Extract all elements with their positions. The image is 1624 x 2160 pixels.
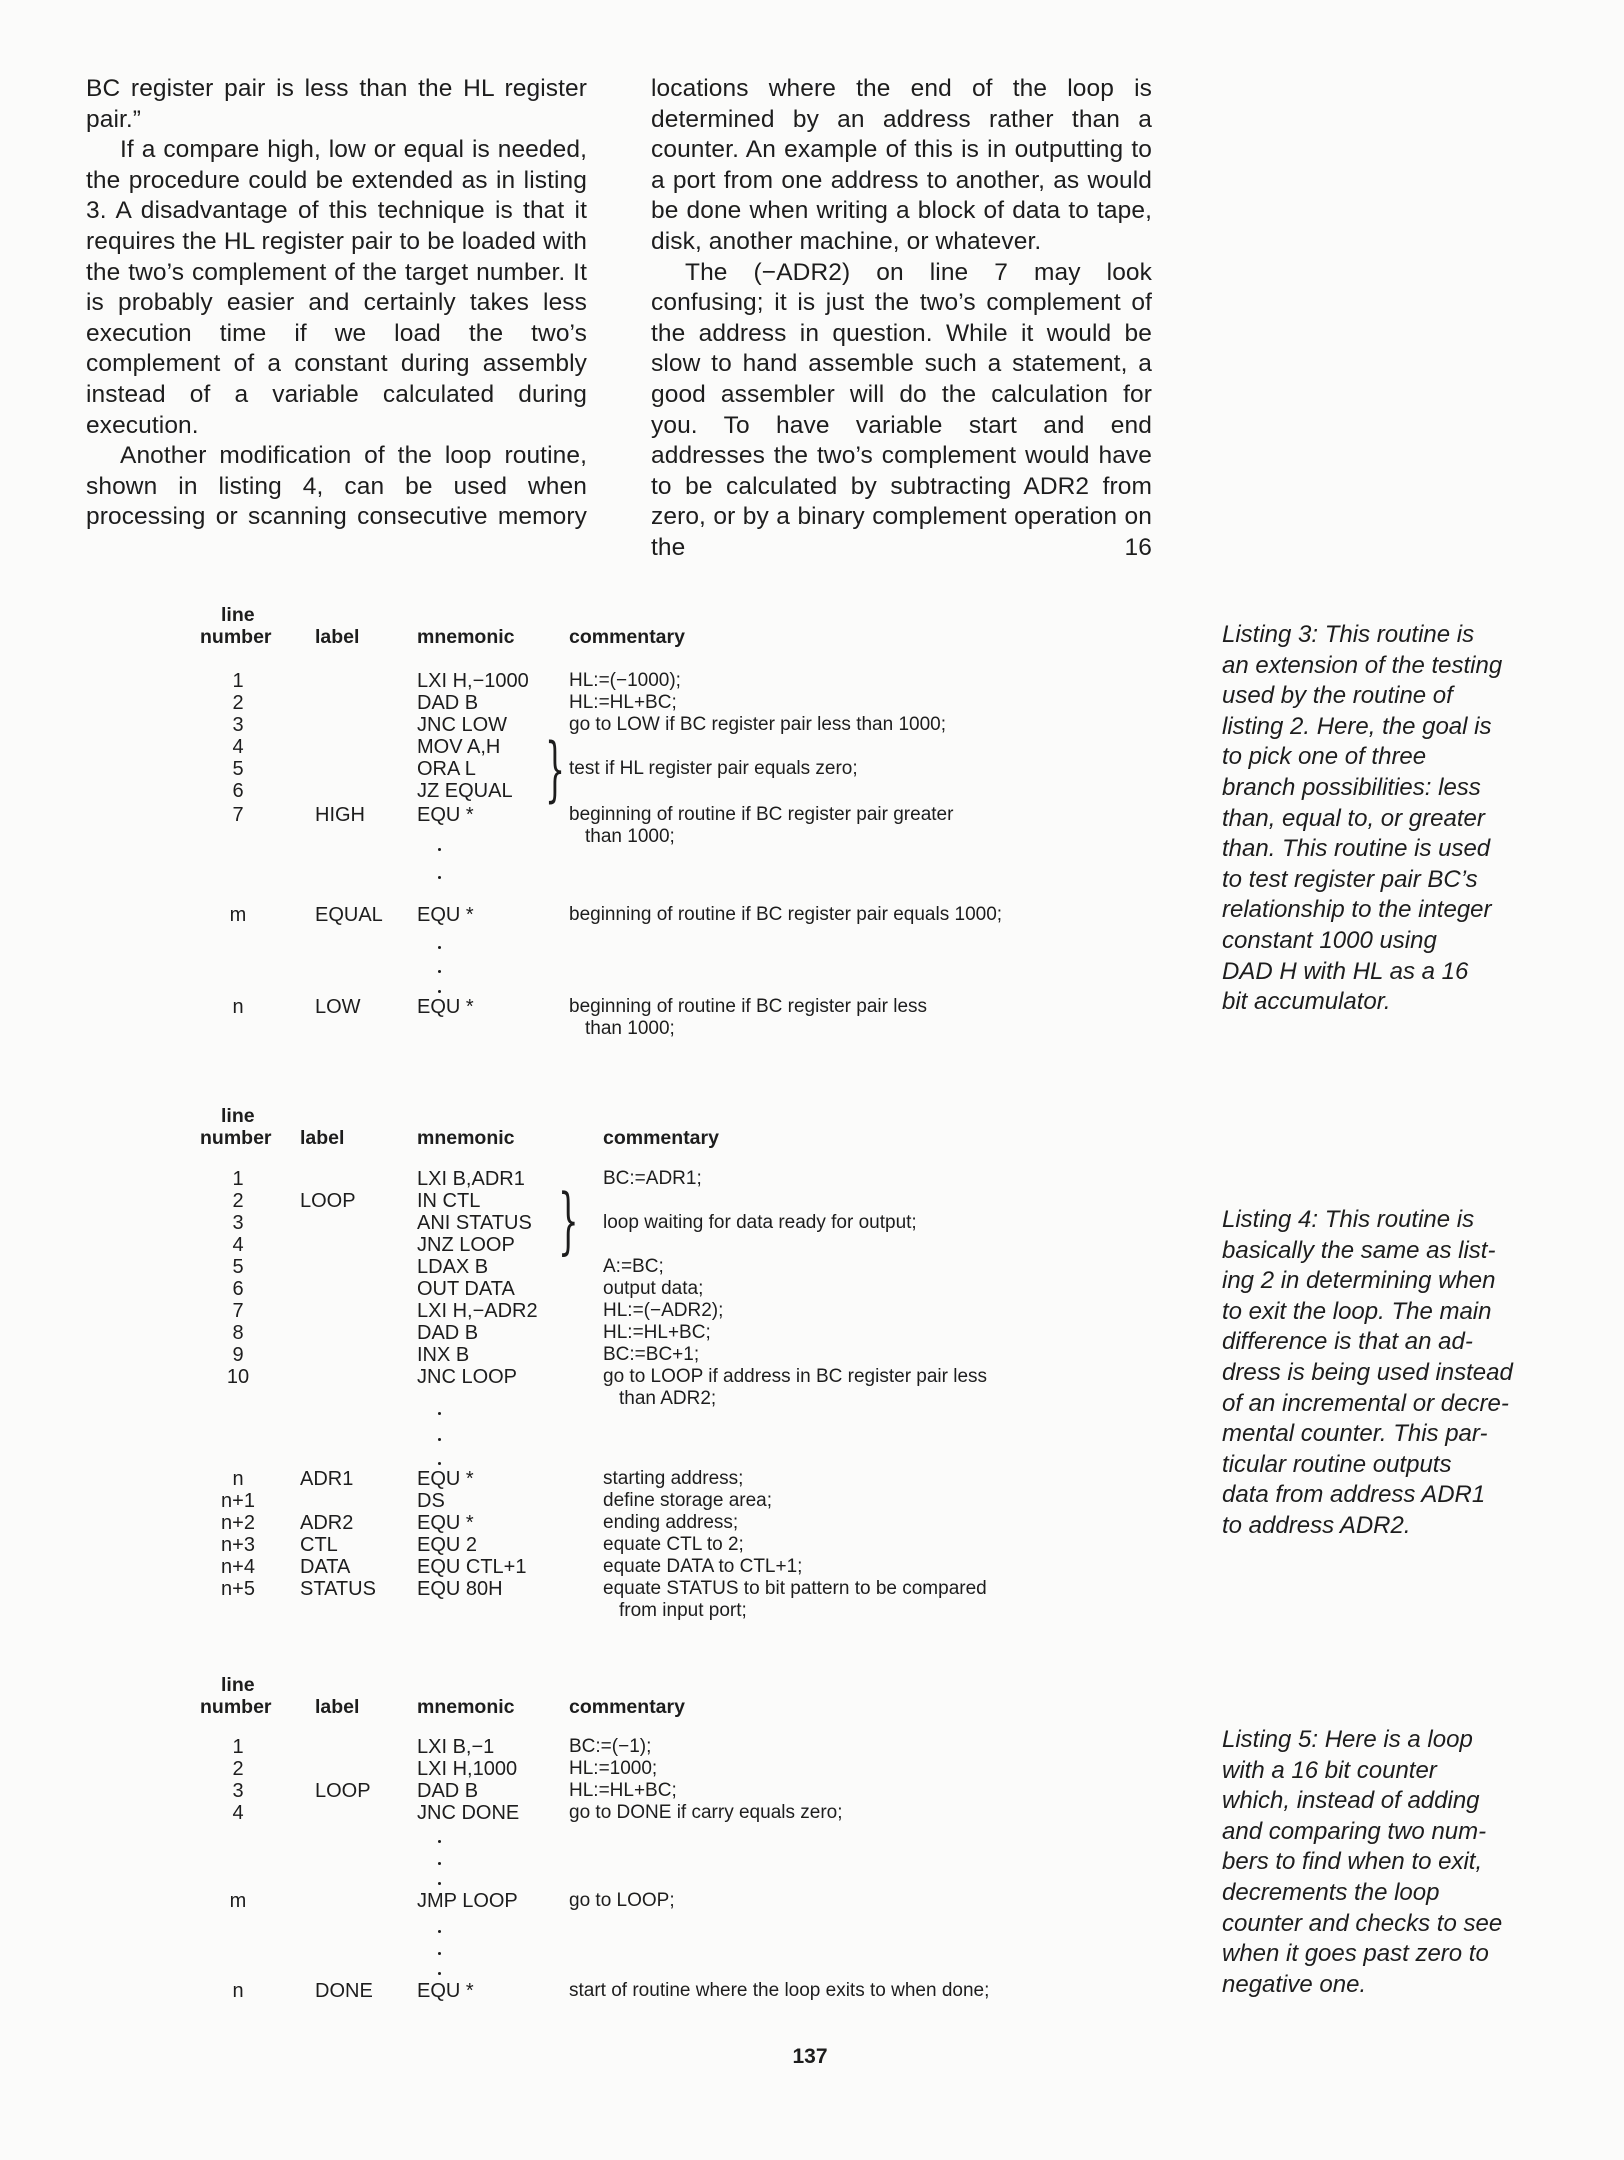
- commentary-cell: HL:=(−1000);: [569, 670, 681, 691]
- caption-line: an extension of the testing: [1222, 651, 1503, 679]
- commentary-cell-continued: than 1000;: [585, 1018, 675, 1039]
- caption-line: Listing 5: Here is a loop: [1222, 1726, 1473, 1753]
- brace-mark: }: [558, 1178, 579, 1262]
- line-number: 4: [232, 1802, 244, 1824]
- line-number: n+4: [221, 1556, 255, 1578]
- header-commentary: commentary: [569, 1696, 685, 1718]
- line-number: 2: [232, 692, 244, 714]
- ellipsis-dot: [438, 848, 441, 851]
- ellipsis-dot: [438, 1972, 441, 1975]
- commentary-cell: beginning of routine if BC register pair less: [569, 996, 928, 1017]
- mnemonic-cell: EQU *: [417, 1980, 474, 2002]
- line-number: 9: [232, 1344, 244, 1366]
- paragraph: Another modification of the loop routine, shown in listing 4, can be used when processing or scanning consecutive memory: [86, 442, 587, 531]
- ellipsis-dot: [438, 876, 441, 879]
- label-cell: DATA: [300, 1556, 351, 1578]
- header-mnemonic: mnemonic: [417, 1696, 515, 1718]
- caption-line: to address ADR2.: [1222, 1511, 1411, 1539]
- line-number: 3: [232, 714, 244, 736]
- mnemonic-cell: JNC DONE: [417, 1802, 520, 1824]
- listing4-caption: [1222, 1205, 1524, 1542]
- mnemonic-cell: EQU *: [417, 996, 474, 1018]
- body-column-left: [86, 74, 587, 533]
- label-cell: HIGH: [315, 804, 365, 826]
- header-label: label: [300, 1127, 345, 1149]
- line-number: 7: [232, 804, 244, 826]
- caption-line: to pick one of three: [1222, 743, 1427, 771]
- label-cell: ADR1: [300, 1468, 354, 1490]
- mnemonic-cell: LXI B,−1: [417, 1736, 495, 1758]
- paragraph: If a compare high, low or equal is needed, the procedure could be extended as in listing 3. A disadvantage of this technique is that it requires the HL register pair to be loaded with the two’s complement of the target number. It is probably easier and certainly takes less execution time if we load the two’s complement of a constant during assembly instead of a variable calculated during execution.: [86, 136, 587, 439]
- label-cell: ADR2: [300, 1512, 354, 1534]
- mnemonic-cell: EQU *: [417, 1512, 474, 1534]
- line-number: 6: [232, 780, 244, 802]
- ellipsis-dot: [438, 1952, 441, 1955]
- body-column-right: [651, 74, 1152, 564]
- commentary-cell: go to LOOP if address in BC register pair less: [603, 1366, 988, 1387]
- caption-line: basically the same as list-: [1222, 1236, 1496, 1264]
- caption-line: ing 2 in determining when: [1222, 1267, 1496, 1295]
- mnemonic-cell: DAD B: [417, 1322, 479, 1344]
- line-number: 10: [226, 1366, 250, 1388]
- commentary-cell: output data;: [603, 1278, 704, 1299]
- caption-line: used by the routine of: [1222, 682, 1453, 710]
- mnemonic-cell: ANI STATUS: [417, 1212, 532, 1234]
- commentary-cell: go to DONE if carry equals zero;: [569, 1802, 843, 1823]
- header-line: line: [221, 604, 255, 626]
- mnemonic-cell: JNC LOW: [417, 714, 507, 736]
- caption-line: which, instead of adding: [1222, 1787, 1480, 1815]
- caption-line: Listing 3: This routine is: [1222, 621, 1475, 648]
- mnemonic-cell: EQU 80H: [417, 1578, 503, 1600]
- mnemonic-cell: OUT DATA: [417, 1278, 515, 1300]
- line-number: 6: [232, 1278, 244, 1300]
- header-label: label: [315, 1696, 360, 1718]
- line-number: 1: [232, 670, 244, 692]
- commentary-cell: beginning of routine if BC register pair equals 1000;: [569, 904, 1003, 925]
- mnemonic-cell: LXI H,−ADR2: [417, 1300, 538, 1322]
- ellipsis-dot: [438, 1930, 441, 1933]
- header-mnemonic: mnemonic: [417, 626, 515, 648]
- caption-line: negative one.: [1222, 1970, 1367, 1998]
- line-number: 1: [232, 1736, 244, 1758]
- line-number: n: [232, 996, 244, 1018]
- caption-line: ticular routine outputs: [1222, 1450, 1452, 1478]
- line-number: 1: [232, 1168, 244, 1190]
- line-number: 7: [232, 1300, 244, 1322]
- brace-mark: }: [545, 728, 566, 810]
- label-cell: DONE: [315, 1980, 373, 2002]
- caption-line: than. This routine is used: [1222, 835, 1491, 863]
- ellipsis-dot: [438, 1412, 441, 1415]
- caption-line: relationship to the integer: [1222, 896, 1492, 924]
- label-cell: EQUAL: [315, 904, 383, 926]
- mnemonic-cell: JZ EQUAL: [417, 780, 513, 802]
- commentary-cell: equate CTL to 2;: [603, 1534, 744, 1555]
- caption-line: data from address ADR1: [1222, 1481, 1486, 1509]
- header-commentary: commentary: [603, 1127, 719, 1149]
- page-number: 137: [792, 2045, 828, 2068]
- mnemonic-cell: EQU CTL+1: [417, 1556, 527, 1578]
- caption-line: than, equal to, or greater: [1222, 804, 1485, 832]
- commentary-cell: ending address;: [603, 1512, 739, 1533]
- line-number: n: [232, 1980, 244, 2002]
- caption-line: counter and checks to see: [1222, 1909, 1503, 1937]
- mnemonic-cell: DAD B: [417, 1780, 479, 1802]
- mnemonic-cell: LXI H,−1000: [417, 670, 529, 692]
- line-number: 4: [232, 1234, 244, 1256]
- mnemonic-cell: INX B: [417, 1344, 470, 1366]
- caption-line: bers to find when to exit,: [1222, 1848, 1483, 1876]
- caption-line: decrements the loop: [1222, 1878, 1440, 1906]
- commentary-cell: BC:=ADR1;: [603, 1168, 702, 1189]
- line-number: m: [229, 904, 247, 926]
- mnemonic-cell: ORA L: [417, 758, 476, 780]
- commentary-cell: test if HL register pair equals zero;: [569, 758, 858, 779]
- commentary-cell-continued: from input port;: [619, 1600, 747, 1621]
- commentary-cell: HL:=HL+BC;: [569, 692, 677, 713]
- commentary-cell: HL:=(−ADR2);: [603, 1300, 724, 1321]
- commentary-cell: start of routine where the loop exits to when done;: [569, 1980, 990, 2001]
- caption-line: when it goes past zero to: [1222, 1940, 1489, 1968]
- line-number: 8: [232, 1322, 244, 1344]
- ellipsis-dot: [438, 1438, 441, 1441]
- paragraph: locations where the end of the loop is determined by an address rather than a counter. An example of this is in outputting to a port from one address to another, as would be done when writing a block of data to tape, disk, another machine, or whatever.: [651, 75, 1152, 255]
- caption-line: with a 16 bit counter: [1222, 1756, 1437, 1784]
- listing5-caption: [1222, 1725, 1524, 2000]
- mnemonic-cell: IN CTL: [417, 1190, 481, 1212]
- mnemonic-cell: MOV A,H: [417, 736, 501, 758]
- caption-line: to test register pair BC’s: [1222, 865, 1478, 893]
- paragraph: BC register pair is less than the HL register pair.”: [86, 75, 587, 133]
- mnemonic-cell: EQU 2: [417, 1534, 478, 1556]
- commentary-cell-continued: than 1000;: [585, 826, 675, 847]
- caption-line: bit accumulator.: [1222, 988, 1391, 1016]
- header-number: number: [200, 1696, 272, 1718]
- commentary-cell: go to LOOP;: [569, 1890, 675, 1911]
- line-number: 2: [232, 1758, 244, 1780]
- ellipsis-dot: [438, 970, 441, 973]
- mnemonic-cell: LDAX B: [417, 1256, 489, 1278]
- caption-line: DAD H with HL as a 16: [1222, 957, 1469, 985]
- line-number: 5: [232, 758, 244, 780]
- mnemonic-cell: JNC LOOP: [417, 1366, 518, 1388]
- mnemonic-cell: LXI B,ADR1: [417, 1168, 525, 1190]
- commentary-cell: BC:=BC+1;: [603, 1344, 700, 1365]
- commentary-cell: beginning of routine if BC register pair greater: [569, 804, 954, 825]
- commentary-cell-continued: than ADR2;: [619, 1388, 717, 1409]
- mnemonic-cell: DAD B: [417, 692, 479, 714]
- ellipsis-dot: [438, 1840, 441, 1843]
- line-number: n+2: [221, 1512, 255, 1534]
- header-line: line: [221, 1105, 255, 1127]
- commentary-cell: starting address;: [603, 1468, 744, 1489]
- line-number: n+1: [221, 1490, 255, 1512]
- caption-line: and comparing two num-: [1222, 1817, 1487, 1845]
- line-number: n+3: [221, 1534, 255, 1556]
- header-commentary: commentary: [569, 626, 685, 648]
- caption-line: Listing 4: This routine is: [1222, 1206, 1475, 1233]
- paragraph: The (−ADR2) on line 7 may look confusing; it is just the two’s complement of the address in question. While it would be slow to hand assemble such a statement, a good assembler will do the calculation for you. To have variable start and end addresses the two’s complement would have to be calculated by subtracting ADR2 from zero, or by a binary complement operation on the 16: [651, 258, 1152, 561]
- ellipsis-dot: [438, 1862, 441, 1865]
- line-number: m: [229, 1890, 247, 1912]
- commentary-cell: HL:=HL+BC;: [569, 1780, 677, 1801]
- caption-line: branch possibilities: less: [1222, 773, 1481, 801]
- commentary-cell: equate STATUS to bit pattern to be compared: [603, 1578, 987, 1599]
- header-number: number: [200, 626, 272, 648]
- commentary-cell: A:=BC;: [603, 1256, 664, 1277]
- label-cell: LOW: [315, 996, 361, 1018]
- label-cell: STATUS: [300, 1578, 376, 1600]
- caption-line: listing 2. Here, the goal is: [1222, 712, 1492, 740]
- commentary-cell: go to LOW if BC register pair less than 1000;: [569, 714, 947, 735]
- mnemonic-cell: EQU *: [417, 904, 474, 926]
- ellipsis-dot: [438, 946, 441, 949]
- line-number: 5: [232, 1256, 244, 1278]
- header-number: number: [200, 1127, 272, 1149]
- label-cell: LOOP: [300, 1190, 356, 1212]
- commentary-cell: equate DATA to CTL+1;: [603, 1556, 803, 1577]
- line-number: 2: [232, 1190, 244, 1212]
- header-label: label: [315, 626, 360, 648]
- mnemonic-cell: LXI H,1000: [417, 1758, 518, 1780]
- caption-line: difference is that an ad-: [1222, 1328, 1473, 1356]
- listing3-caption: [1222, 620, 1524, 1018]
- ellipsis-dot: [438, 1882, 441, 1885]
- line-number: 3: [232, 1780, 244, 1802]
- mnemonic-cell: DS: [417, 1490, 445, 1512]
- line-number: 4: [232, 736, 244, 758]
- commentary-cell: define storage area;: [603, 1490, 773, 1511]
- mnemonic-cell: EQU *: [417, 1468, 474, 1490]
- header-mnemonic: mnemonic: [417, 1127, 515, 1149]
- label-cell: LOOP: [315, 1780, 371, 1802]
- caption-line: of an incremental or decre-: [1222, 1389, 1509, 1417]
- ellipsis-dot: [438, 990, 441, 993]
- line-number: 3: [232, 1212, 244, 1234]
- caption-line: to exit the loop. The main: [1222, 1297, 1492, 1325]
- line-number: n+5: [221, 1578, 255, 1600]
- ellipsis-dot: [438, 1462, 441, 1465]
- caption-line: constant 1000 using: [1222, 926, 1437, 954]
- header-line: line: [221, 1674, 255, 1696]
- label-cell: CTL: [300, 1534, 338, 1556]
- commentary-cell: HL:=1000;: [569, 1758, 658, 1779]
- commentary-cell: HL:=HL+BC;: [603, 1322, 711, 1343]
- mnemonic-cell: JMP LOOP: [417, 1890, 518, 1912]
- commentary-cell: BC:=(−1);: [569, 1736, 652, 1757]
- line-number: n: [232, 1468, 244, 1490]
- caption-line: dress is being used instead: [1222, 1358, 1513, 1386]
- mnemonic-cell: JNZ LOOP: [417, 1234, 515, 1256]
- commentary-cell: loop waiting for data ready for output;: [603, 1212, 917, 1233]
- mnemonic-cell: EQU *: [417, 804, 474, 826]
- caption-line: mental counter. This par-: [1222, 1420, 1488, 1448]
